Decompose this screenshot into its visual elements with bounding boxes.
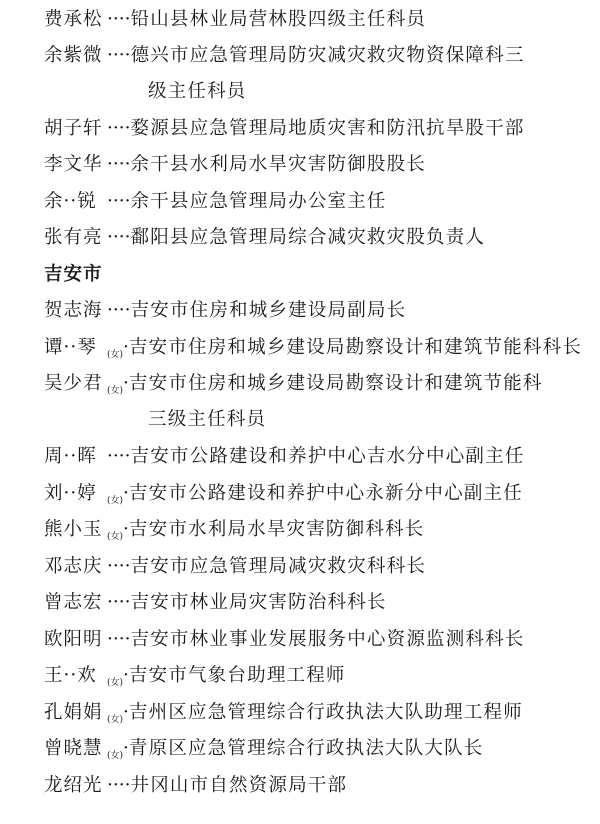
gender-note: (女) — [107, 532, 124, 542]
list-item — [44, 184, 387, 220]
person-name: 龙绍光 — [44, 775, 103, 796]
dot-leader: · — [123, 519, 129, 540]
list-item — [44, 111, 525, 147]
person-name: 邓志庆 — [44, 556, 103, 577]
person-name: 李文华 — [44, 154, 103, 175]
list-item — [44, 585, 387, 621]
person-name: 吴少君 — [44, 373, 103, 394]
job-title: 吉安市林业局灾害防治科科长 — [130, 592, 387, 613]
job-title: 吉州区应急管理综合行政执法大队助理工程师 — [128, 702, 523, 723]
list-item — [44, 731, 484, 767]
dot-leader: ···· — [107, 9, 131, 30]
gender-note: (女) — [107, 496, 124, 506]
job-title: 婺源县应急管理局地质灾害和防汛抗旱股干部 — [130, 118, 525, 139]
list-item — [44, 768, 347, 804]
job-title: 井冈山市自然资源局干部 — [130, 775, 348, 796]
list-item — [44, 2, 426, 38]
list-item — [44, 330, 582, 366]
person-name: 余紫微 — [44, 45, 103, 66]
person-name: 胡子轩 — [44, 118, 103, 139]
dot-leader: ···· — [107, 118, 131, 139]
dot-leader: ···· — [107, 227, 131, 248]
section-heading: 吉安市 — [44, 264, 103, 285]
dot-leader: · — [123, 738, 129, 759]
person-name: 曾志宏 — [44, 592, 103, 613]
job-title: 德兴市应急管理局防灾减灾救灾物资保障科三 — [130, 45, 525, 66]
job-title-continuation: 三级主任科员 — [148, 409, 267, 430]
person-name: 孔娟娟 — [44, 702, 103, 723]
dot-leader: ···· — [107, 154, 131, 175]
gender-note: (女) — [107, 350, 124, 360]
list-item — [44, 293, 406, 329]
list-item — [44, 695, 523, 731]
job-title: 吉安市林业事业发展服务中心资源监测科科长 — [130, 629, 525, 650]
dot-leader: ···· — [107, 191, 131, 212]
dot-leader: ···· — [107, 300, 131, 321]
job-title: 吉安市住房和城乡建设局勘察设计和建筑节能科科长 — [128, 337, 583, 358]
list-item — [44, 38, 525, 74]
list-item — [44, 658, 346, 694]
job-title: 吉安市公路建设和养护中心吉水分中心副主任 — [130, 446, 525, 467]
dot-leader: ···· — [107, 556, 131, 577]
job-title: 余干县应急管理局办公室主任 — [130, 191, 387, 212]
dot-leader: · — [123, 665, 129, 686]
job-title: 吉安市住房和城乡建设局副局长 — [130, 300, 407, 321]
person-name: 费承松 — [44, 9, 103, 30]
person-name: 王··欢 — [44, 665, 97, 686]
gender-note: (女) — [107, 715, 124, 725]
gender-note: (女) — [107, 678, 124, 688]
person-name: 张有亮 — [44, 227, 103, 248]
job-title-continuation: 级主任科员 — [148, 81, 247, 102]
job-title: 鄱阳县应急管理局综合减灾救灾股负责人 — [130, 227, 486, 248]
list-item — [44, 622, 525, 658]
job-title: 铅山县林业局营林股四级主任科员 — [130, 9, 427, 30]
job-title: 吉安市住房和城乡建设局勘察设计和建筑节能科 — [128, 373, 543, 394]
list-item — [44, 549, 426, 585]
person-name: 曾晓慧 — [44, 738, 103, 759]
list-item — [44, 476, 523, 512]
list-item — [44, 147, 426, 183]
job-title: 吉安市公路建设和养护中心永新分中心副主任 — [128, 483, 523, 504]
job-title: 吉安市气象台助理工程师 — [128, 665, 346, 686]
job-title: 吉安市应急管理局减灾救灾科科长 — [130, 556, 427, 577]
person-name: 刘··婷 — [44, 483, 97, 504]
gender-note: (女) — [107, 386, 124, 396]
dot-leader: ···· — [107, 629, 131, 650]
list-item — [44, 366, 543, 402]
list-item — [44, 220, 485, 256]
dot-leader: · — [123, 337, 129, 358]
gender-note: (女) — [107, 751, 124, 761]
person-name: 谭··琴 — [44, 337, 97, 358]
list-item — [44, 512, 424, 548]
list-item — [44, 439, 525, 475]
person-name: 周··晖 — [44, 446, 97, 467]
dot-leader: ···· — [107, 45, 131, 66]
dot-leader: ···· — [107, 775, 131, 796]
job-title: 余干县水利局水旱灾害防御股股长 — [130, 154, 427, 175]
person-name: 欧阳明 — [44, 629, 103, 650]
person-name: 余··锐 — [44, 191, 97, 212]
person-name: 熊小玉 — [44, 519, 103, 540]
job-title: 吉安市水利局水旱灾害防御科科长 — [128, 519, 425, 540]
dot-leader: ···· — [107, 592, 131, 613]
job-title: 青原区应急管理综合行政执法大队大队长 — [128, 738, 484, 759]
dot-leader: ···· — [107, 446, 131, 467]
dot-leader: · — [123, 702, 129, 723]
person-name: 贺志海 — [44, 300, 103, 321]
dot-leader: · — [123, 483, 129, 504]
dot-leader: · — [123, 373, 129, 394]
